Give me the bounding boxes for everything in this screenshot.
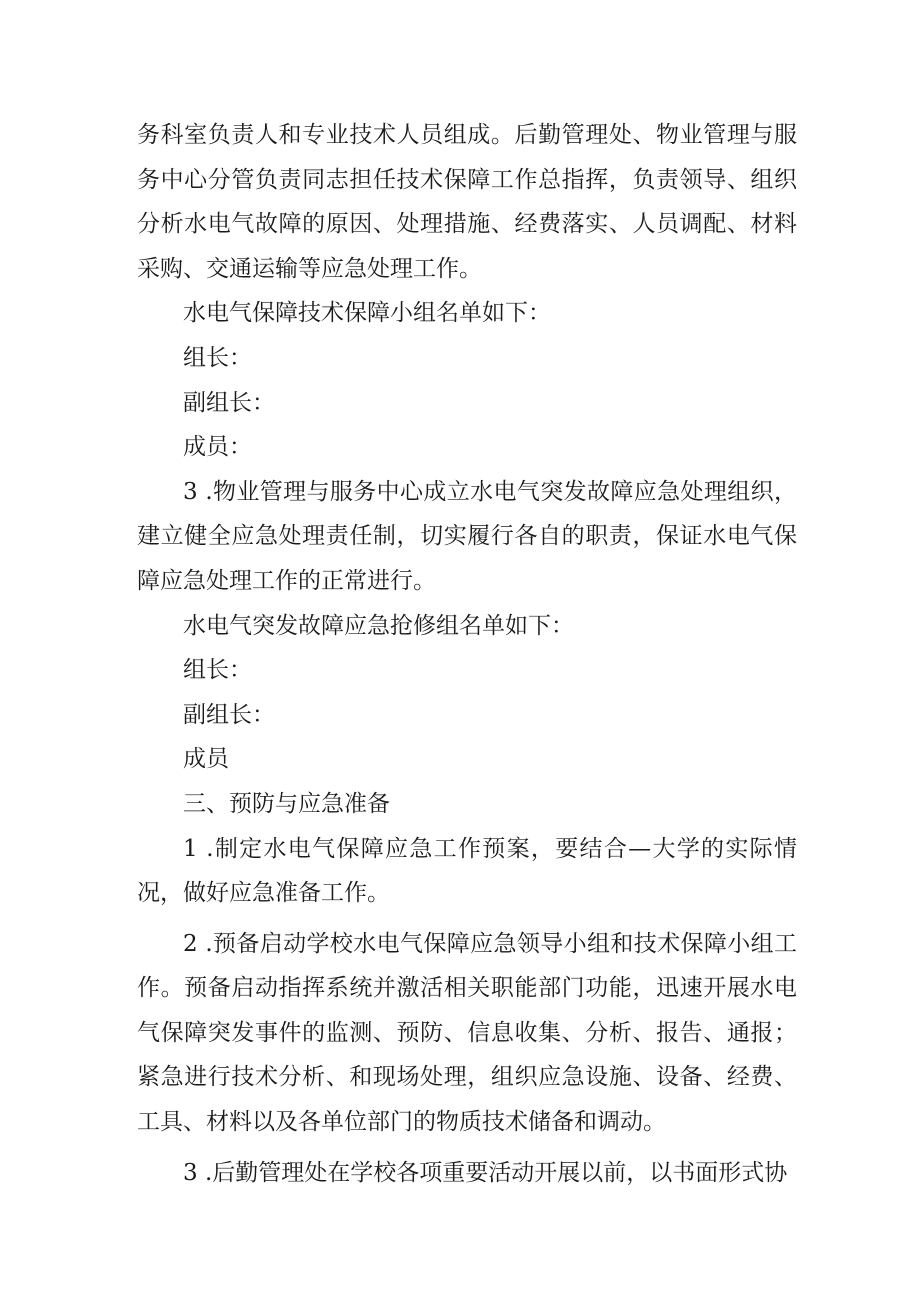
paragraph-repair-team-deputy-leader: 副组长： bbox=[183, 701, 275, 728]
paragraph-tech-team-deputy-leader: 副组长： bbox=[183, 389, 275, 416]
paragraph-repair-team-members: 成员 bbox=[183, 746, 229, 773]
paragraph-tech-team-leader: 组长： bbox=[183, 344, 252, 371]
paragraph-tech-team-list-heading: 水电气保障技术保障小组名单如下： bbox=[183, 300, 551, 327]
paragraph-item-3-notice: 3 .后勤管理处在学校各项重要活动开展以前，以书面形式协 bbox=[183, 1159, 788, 1186]
paragraph-item-1-plan: 1 .制定水电气保障应急工作预案，要结合—大学的实际情况，做好应急准备工作。 bbox=[137, 835, 797, 907]
paragraph-item-2-standby: 2 .预备启动学校水电气保障应急领导小组和技术保障小组工作。预备启动指挥系统并激活相关职能部门功能，迅速开展水电气保障突发事件的监测、预防、信息收集、分析、报告、通报；紧急进行技术分析、和现场处理，组织应急设施、设备、经费、工具、材料以及各单位部门的物质技术储备和调动。 bbox=[137, 930, 797, 1136]
section-heading-prevention: 三、预防与应急准备 bbox=[183, 790, 390, 817]
paragraph-repair-team-list-heading: 水电气突发故障应急抢修组名单如下： bbox=[183, 612, 574, 639]
paragraph-continued: 务科室负责人和专业技术人员组成。后勤管理处、物业管理与服务中心分管负责同志担任技术保障工作总指挥，负责领导、组织分析水电气故障的原因、处理措施、经费落实、人员调配、材料采购、交通运输等应急处理工作。 bbox=[137, 122, 797, 282]
paragraph-repair-team-leader: 组长： bbox=[183, 657, 252, 684]
document-body bbox=[137, 113, 797, 1195]
paragraph-item-3-emergency-organization: 3 .物业管理与服务中心成立水电气突发故障应急处理组织，建立健全应急处理责任制，切实履行各自的职责，保证水电气保障应急处理工作的正常进行。 bbox=[137, 478, 797, 594]
paragraph-tech-team-members: 成员： bbox=[183, 434, 252, 461]
